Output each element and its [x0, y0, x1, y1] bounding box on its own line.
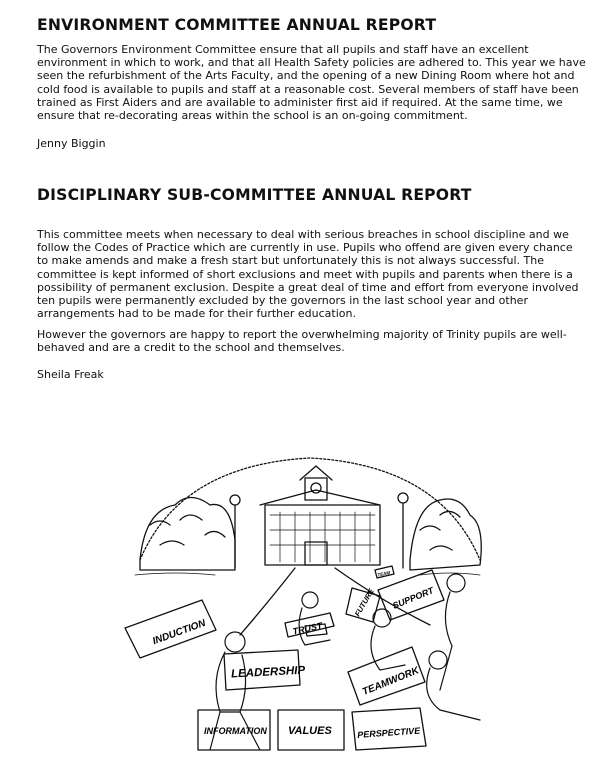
disciplinary-report-body: This committee meets when necessary to deal with serious breaches in school discipline and we follow the Codes of Practice which are currently in use. Pupils who offend are given every chance to make amends and make a fresh start but unfortunately this is not always successful. The committee is kept informed of short exclusions and meet with pupils and parents when there is a possibility of permanent exclusion. Despite a great deal of time and effort from everyone involved ten pupils were permanently excluded by the governors in the last school year and other arrangements had to be made for their further education.: [37, 228, 579, 321]
tree-cluster-right: [410, 499, 481, 570]
sign-support-label: SUPPORT: [391, 585, 436, 611]
tile-perspective-label: PERSPECTIVE: [356, 725, 421, 740]
school-illustration: [120, 450, 575, 772]
tile-values-label: VALUES: [288, 725, 332, 737]
lamp-left: [230, 495, 240, 505]
environment-report-body: The Governors Environment Committee ensure that all pupils and staff have an excellent environment in which to work, and that all Health Safety policies are adhered to. This year we have seen the refurbishment of the Arts Faculty, and the opening of a new Dining Room where hot and cold food is available to pupils and staff at a reasonable cost. Several members of staff have been trained as First Aiders and are available to administer first aid if required. At the same time, we ensure that re-decorating areas within the school is an on-going commitment.: [37, 43, 586, 123]
sign-teamwork-label: TEAMWORK: [360, 665, 421, 698]
environment-report-signature: Jenny Biggin: [37, 137, 106, 150]
school-building: [260, 466, 380, 565]
disciplinary-report-closing: However the governors are happy to report the overwhelming majority of Trinity pupils are well-behaved and are a credit to the school and themselves.: [37, 328, 567, 355]
sign-future-label: FUTURE: [352, 587, 376, 619]
disciplinary-report-signature: Sheila Freak: [37, 368, 104, 381]
sign-leadership-label: LEADERSHIP: [230, 664, 306, 681]
lamp-right: [398, 493, 408, 503]
sign-trust-label: TRUST: [291, 620, 324, 637]
people-figures: [210, 574, 480, 750]
sign-team-label: TEAM: [376, 570, 391, 578]
sign-induction-label: INDUCTION: [151, 617, 208, 648]
environment-report-title: ENVIRONMENT COMMITTEE ANNUAL REPORT: [37, 16, 437, 34]
disciplinary-report-title: DISCIPLINARY SUB-COMMITTEE ANNUAL REPORT: [37, 186, 472, 204]
tile-information-label: INFORMATION: [204, 726, 267, 736]
